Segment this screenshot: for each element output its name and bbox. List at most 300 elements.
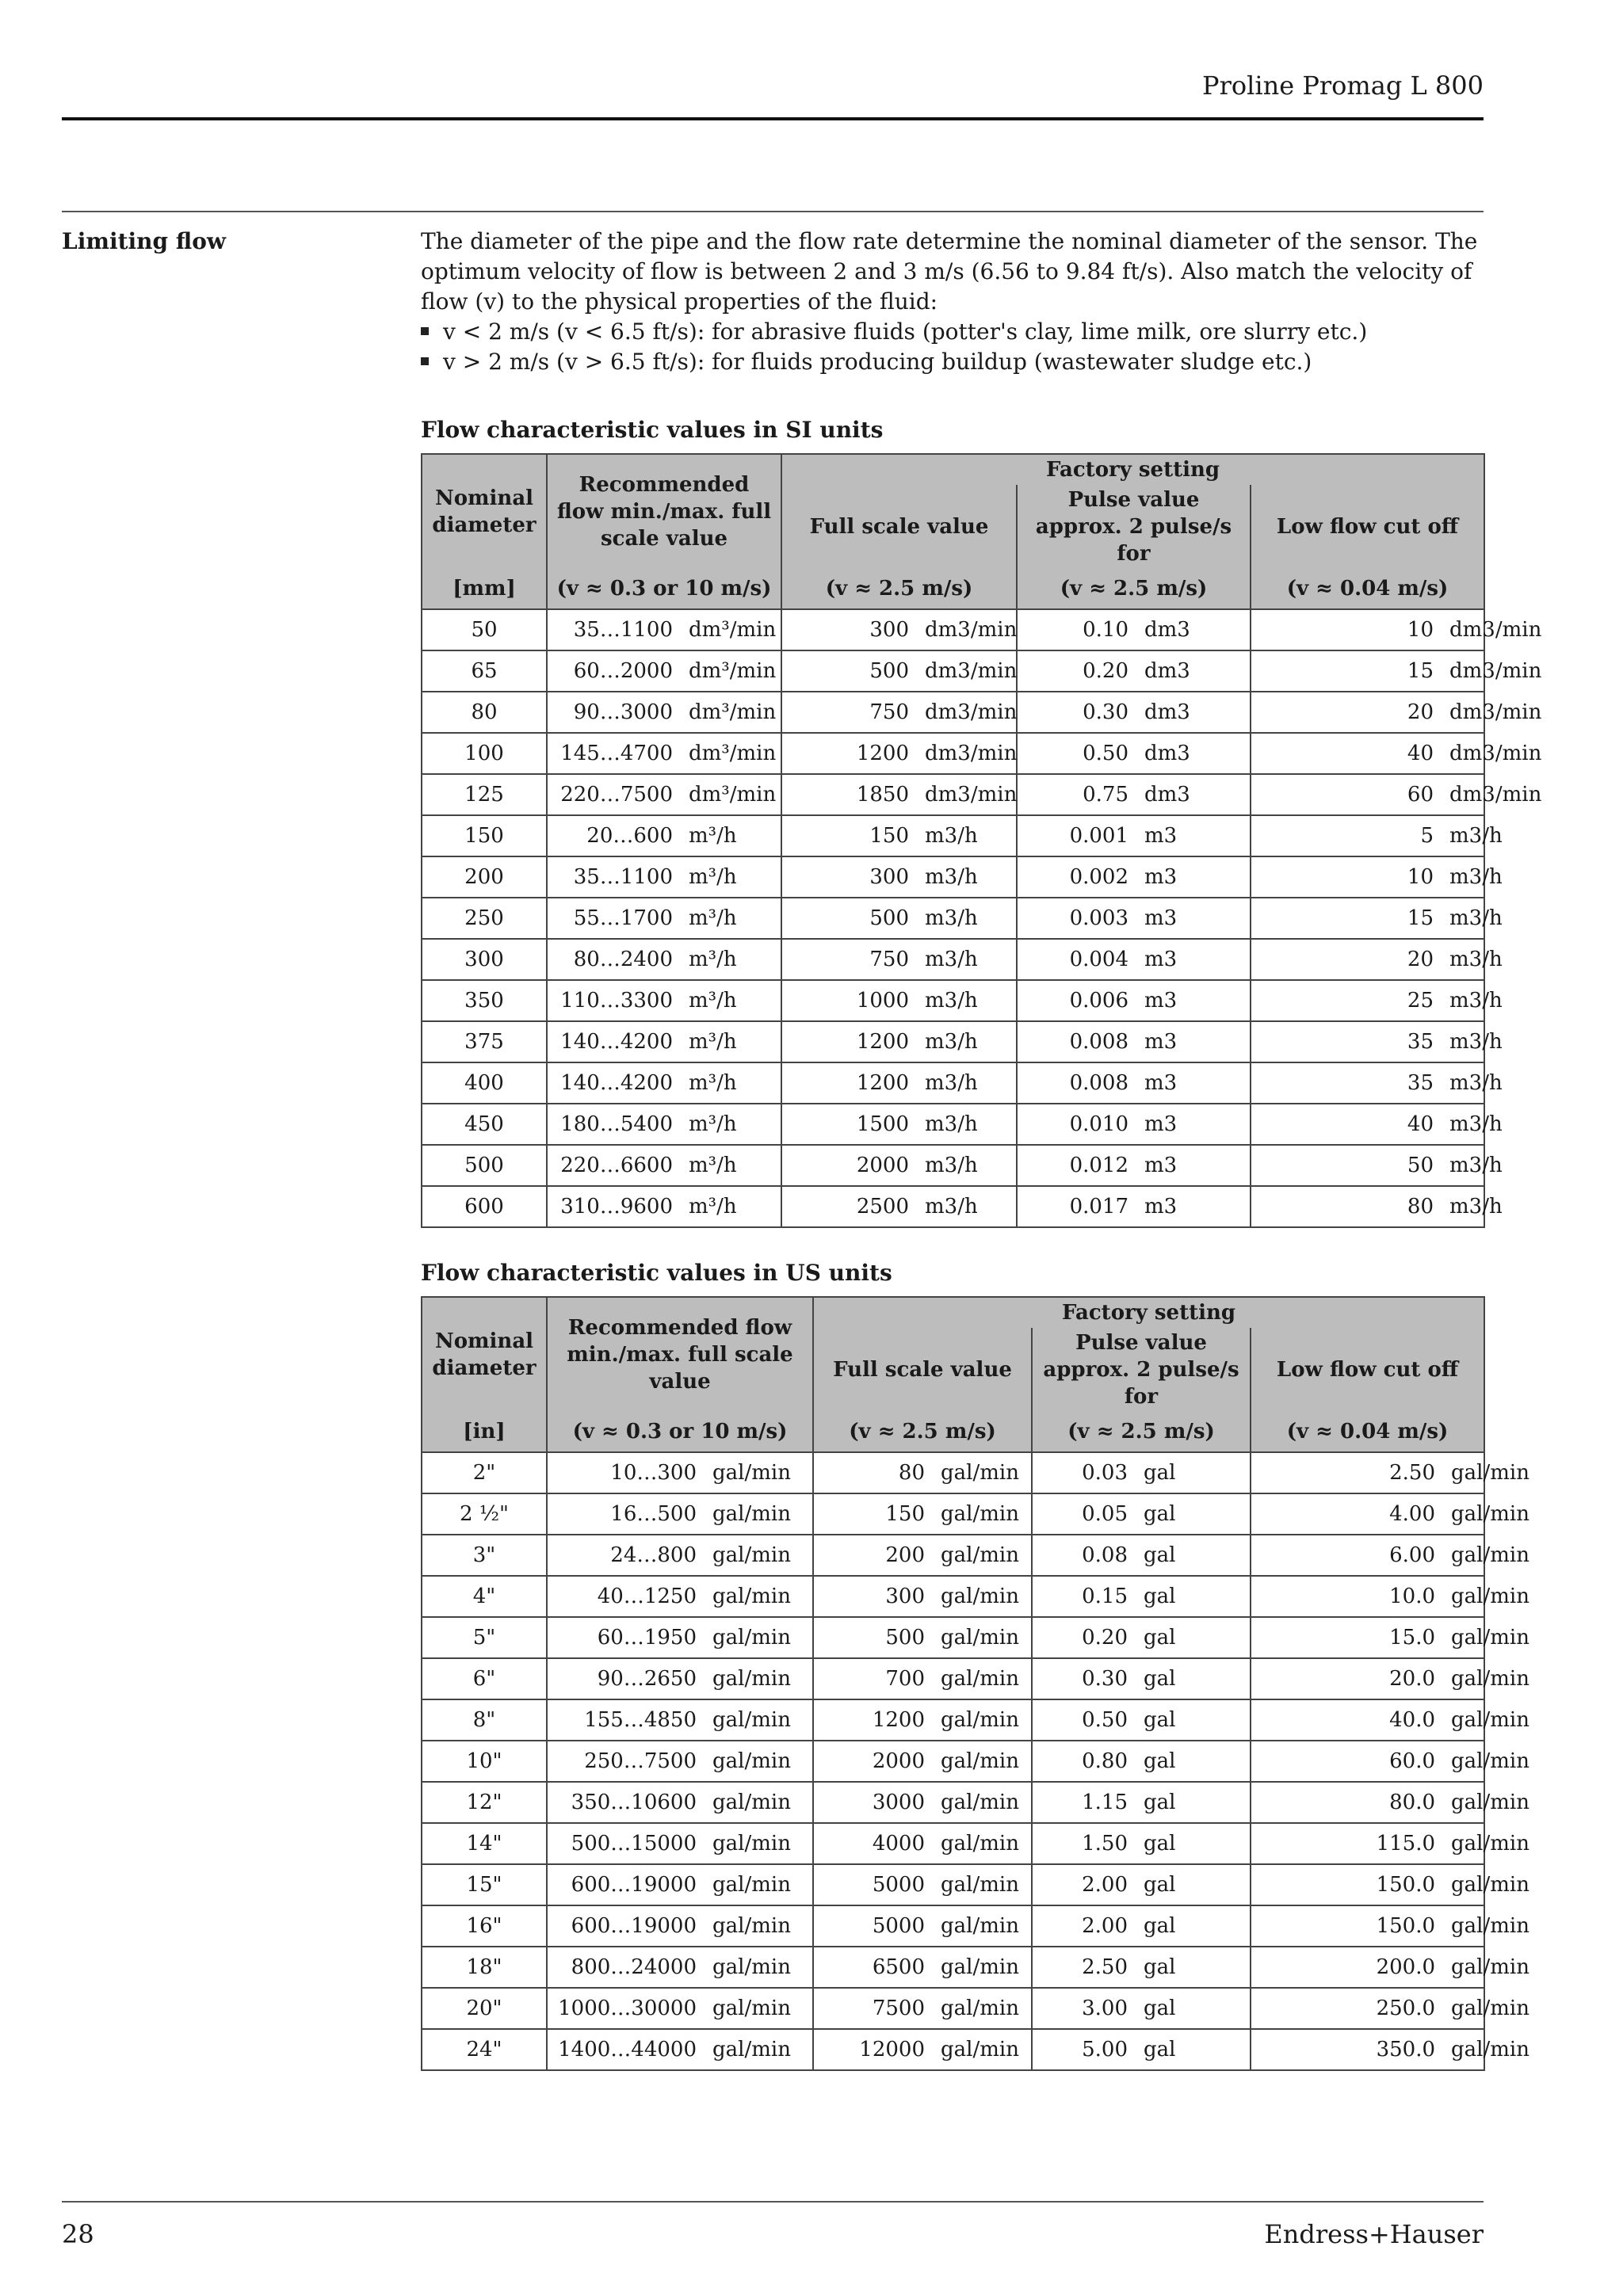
low-flow-cut-off-value: 5 [1420,824,1434,848]
nominal-diameter-cell: 14" [422,1823,547,1864]
table-row [422,1947,1484,1988]
pulse-value-value: 2.00 [1082,1914,1128,1938]
low-flow-cut-off-cell [1251,980,1503,1021]
pulse-value-unit: gal [1144,1667,1176,1691]
recommended-flow-unit: dm³/min [689,659,777,683]
bullet-list [421,317,1484,377]
pulse-value-value: 1.15 [1082,1791,1128,1814]
full-scale-unit: gal/min [941,1502,1019,1526]
full-scale-cell [781,1186,1017,1227]
pulse-value-cell [1032,1576,1251,1617]
low-flow-cut-off-value: 20 [1407,700,1434,724]
low-flow-cut-off-value: 60 [1407,783,1434,807]
recommended-flow-unit: dm³/min [689,700,777,724]
pulse-value-unit: gal [1144,1461,1176,1485]
pulse-value-cell [1017,609,1251,650]
low-flow-cut-off-unit: gal/min [1451,1708,1529,1732]
full-scale-value: 150 [869,824,909,848]
low-flow-cut-off-cell [1251,692,1542,733]
low-flow-cut-off-unit: m3/h [1449,1112,1503,1136]
recommended-flow-unit: gal/min [712,1791,791,1814]
low-flow-cut-off-cell [1251,650,1542,692]
full-scale-value: 2000 [856,1154,909,1177]
header-factory-setting: Factory setting [781,454,1484,485]
full-scale-value: 80 [898,1461,925,1485]
full-scale-unit: gal/min [941,1955,1019,1979]
brand-name: Endress+Hauser [1264,2219,1484,2249]
pulse-value-value: 0.20 [1083,659,1128,683]
intro-block [421,227,1484,377]
pulse-value-unit: gal [1144,1543,1176,1567]
unit-low-flow: (v ≈ 0.04 m/s) [1251,1412,1484,1452]
full-scale-unit: m3/h [925,948,978,971]
recommended-flow-cell [547,774,781,815]
low-flow-cut-off-cell [1251,1021,1503,1062]
pulse-value-cell [1032,1782,1251,1823]
low-flow-cut-off-value: 10 [1407,865,1434,889]
pulse-value-cell [1032,1864,1251,1905]
pulse-value-value: 0.017 [1069,1195,1128,1219]
recommended-flow-cell [547,939,781,980]
low-flow-cut-off-cell [1251,1947,1529,1988]
pulse-value-cell [1017,1186,1251,1227]
pulse-value-unit: gal [1144,1955,1176,1979]
nominal-diameter-cell: 18" [422,1947,547,1988]
pulse-value-cell [1032,1947,1251,1988]
pulse-value-value: 3.00 [1082,1997,1128,2020]
low-flow-cut-off-value: 40 [1407,742,1434,765]
pulse-value-value: 1.50 [1082,1832,1128,1855]
recommended-flow-value: 1400…44000 [558,2038,697,2061]
low-flow-cut-off-value: 50 [1407,1154,1434,1177]
pulse-value-value: 0.004 [1069,948,1128,971]
unit-recommended: (v ≈ 0.3 or 10 m/s) [547,569,781,609]
recommended-flow-unit: dm³/min [689,742,777,765]
low-flow-cut-off-value: 15 [1407,659,1434,683]
recommended-flow-value: 90…3000 [573,700,673,724]
pulse-value-cell [1017,939,1251,980]
pulse-value-unit: m3 [1144,1030,1178,1054]
full-scale-unit: gal/min [941,1626,1019,1650]
nominal-diameter-cell: 20" [422,1988,547,2029]
bullet-square-icon [421,357,429,365]
low-flow-cut-off-unit: gal/min [1451,2038,1529,2061]
header-nominal-diameter: Nominal diameter [422,454,547,569]
recommended-flow-unit: gal/min [712,1543,791,1567]
pulse-value-cell [1032,1988,1251,2029]
low-flow-cut-off-value: 35 [1407,1071,1434,1095]
recommended-flow-unit: gal/min [712,1461,791,1485]
us-flow-table [421,1296,1529,2071]
recommended-flow-cell [547,1782,813,1823]
unit-nominal: [mm] [422,569,547,609]
full-scale-cell [781,856,1017,898]
recommended-flow-cell [547,1988,813,2029]
recommended-flow-value: 220…7500 [560,783,673,807]
table-row [422,1699,1484,1741]
pulse-value-unit: m3 [1144,824,1178,848]
pulse-value-cell [1032,1535,1251,1576]
low-flow-cut-off-value: 4.00 [1389,1502,1435,1526]
recommended-flow-cell [547,1145,781,1186]
pulse-value-unit: gal [1144,2038,1176,2061]
full-scale-cell [781,774,1017,815]
full-scale-cell [813,1576,1032,1617]
pulse-value-cell [1032,1452,1251,1493]
nominal-diameter-cell: 15" [422,1864,547,1905]
recommended-flow-cell [547,1658,813,1699]
low-flow-cut-off-unit: gal/min [1451,1791,1529,1814]
recommended-flow-cell [547,1104,781,1145]
pulse-value-unit: m3 [1144,989,1178,1013]
recommended-flow-value: 220…6600 [560,1154,673,1177]
recommended-flow-value: 250…7500 [584,1749,697,1773]
full-scale-unit: m3/h [925,1030,978,1054]
low-flow-cut-off-cell [1251,1864,1529,1905]
recommended-flow-cell [547,1452,813,1493]
pulse-value-value: 0.05 [1082,1502,1128,1526]
section-divider [62,211,1484,212]
low-flow-cut-off-cell [1251,1062,1503,1104]
full-scale-cell [781,1021,1017,1062]
recommended-flow-unit: gal/min [712,1955,791,1979]
recommended-flow-cell [547,856,781,898]
low-flow-cut-off-cell [1251,1782,1529,1823]
low-flow-cut-off-unit: gal/min [1451,1585,1529,1608]
low-flow-cut-off-cell [1251,1658,1529,1699]
nominal-diameter-cell: 6" [422,1658,547,1699]
recommended-flow-value: 55…1700 [573,906,673,930]
table-row [422,774,1484,815]
pulse-value-value: 0.002 [1069,865,1128,889]
full-scale-value: 500 [869,659,909,683]
header-low-flow-cut-off: Low flow cut off [1251,1328,1484,1412]
full-scale-value: 750 [869,948,909,971]
pulse-value-unit: gal [1144,1997,1176,2020]
low-flow-cut-off-value: 200.0 [1376,1955,1435,1979]
nominal-diameter-cell: 16" [422,1905,547,1947]
nominal-diameter-cell: 350 [422,980,547,1021]
unit-pulse: (v ≈ 2.5 m/s) [1032,1412,1251,1452]
nominal-diameter-cell: 8" [422,1699,547,1741]
full-scale-unit: m3/h [925,1154,978,1177]
recommended-flow-cell [547,2029,813,2070]
full-scale-value: 1200 [872,1708,925,1732]
pulse-value-cell [1032,1823,1251,1864]
recommended-flow-unit: m³/h [689,906,737,930]
low-flow-cut-off-value: 40 [1407,1112,1434,1136]
nominal-diameter-cell: 2" [422,1452,547,1493]
full-scale-cell [813,2029,1032,2070]
low-flow-cut-off-unit: gal/min [1451,1873,1529,1897]
low-flow-cut-off-cell [1251,939,1503,980]
page-number: 28 [62,2219,94,2249]
pulse-value-unit: gal [1144,1914,1176,1938]
pulse-value-value: 0.15 [1082,1585,1128,1608]
full-scale-cell [813,1905,1032,1947]
full-scale-unit: dm3/min [925,783,1018,807]
recommended-flow-unit: gal/min [712,1708,791,1732]
recommended-flow-value: 80…2400 [573,948,673,971]
pulse-value-value: 0.30 [1083,700,1128,724]
full-scale-value: 5000 [872,1914,925,1938]
header-factory-setting: Factory setting [813,1297,1484,1328]
low-flow-cut-off-unit: m3/h [1449,1071,1503,1095]
full-scale-value: 750 [869,700,909,724]
pulse-value-unit: gal [1144,1502,1176,1526]
recommended-flow-cell [547,1617,813,1658]
low-flow-cut-off-cell [1251,1452,1529,1493]
low-flow-cut-off-unit: gal/min [1451,1832,1529,1855]
recommended-flow-unit: m³/h [689,1112,737,1136]
full-scale-cell [781,980,1017,1021]
recommended-flow-unit: gal/min [712,1502,791,1526]
nominal-diameter-cell: 50 [422,609,547,650]
unit-full-scale: (v ≈ 2.5 m/s) [813,1412,1032,1452]
recommended-flow-cell [547,980,781,1021]
full-scale-unit: m3/h [925,989,978,1013]
full-scale-value: 4000 [872,1832,925,1855]
low-flow-cut-off-value: 10.0 [1389,1585,1435,1608]
table-row [422,815,1484,856]
recommended-flow-value: 40…1250 [597,1585,697,1608]
full-scale-unit: m3/h [925,1112,978,1136]
low-flow-cut-off-cell [1251,733,1542,774]
low-flow-cut-off-value: 115.0 [1376,1832,1435,1855]
pulse-value-cell [1017,856,1251,898]
low-flow-cut-off-cell [1251,815,1503,856]
low-flow-cut-off-cell [1251,1145,1503,1186]
full-scale-cell [813,1658,1032,1699]
table-row [422,1864,1484,1905]
low-flow-cut-off-unit: gal/min [1451,1997,1529,2020]
si-table-body [422,609,1542,1227]
low-flow-cut-off-value: 35 [1407,1030,1434,1054]
nominal-diameter-cell: 100 [422,733,547,774]
recommended-flow-cell [547,1535,813,1576]
low-flow-cut-off-unit: dm3/min [1449,659,1542,683]
pulse-value-value: 0.30 [1082,1667,1128,1691]
recommended-flow-cell [547,1905,813,1947]
full-scale-value: 150 [885,1502,925,1526]
low-flow-cut-off-value: 350.0 [1376,2038,1435,2061]
full-scale-value: 500 [885,1626,925,1650]
pulse-value-cell [1032,1905,1251,1947]
full-scale-unit: dm3/min [925,618,1018,642]
low-flow-cut-off-cell [1251,1535,1529,1576]
recommended-flow-value: 1000…30000 [558,1997,697,2020]
pulse-value-value: 0.03 [1082,1461,1128,1485]
pulse-value-value: 0.006 [1069,989,1128,1013]
unit-nominal: [in] [422,1412,547,1452]
full-scale-cell [781,939,1017,980]
recommended-flow-value: 180…5400 [560,1112,673,1136]
full-scale-cell [813,1699,1032,1741]
low-flow-cut-off-unit: gal/min [1451,1543,1529,1567]
low-flow-cut-off-cell [1251,1905,1529,1947]
recommended-flow-unit: m³/h [689,948,737,971]
full-scale-cell [813,1741,1032,1782]
low-flow-cut-off-unit: m3/h [1449,989,1503,1013]
low-flow-cut-off-unit: m3/h [1449,1030,1503,1054]
full-scale-cell [813,1947,1032,1988]
nominal-diameter-cell: 80 [422,692,547,733]
pulse-value-cell [1017,650,1251,692]
nominal-diameter-cell: 65 [422,650,547,692]
si-flow-table [421,453,1542,1228]
full-scale-cell [813,1452,1032,1493]
table-row [422,898,1484,939]
low-flow-cut-off-unit: m3/h [1449,865,1503,889]
low-flow-cut-off-cell [1251,898,1503,939]
low-flow-cut-off-unit: gal/min [1451,1914,1529,1938]
table-row [422,1658,1484,1699]
recommended-flow-unit: m³/h [689,1030,737,1054]
table-row [422,1823,1484,1864]
recommended-flow-unit: m³/h [689,1154,737,1177]
pulse-value-cell [1017,898,1251,939]
full-scale-value: 6500 [872,1955,925,1979]
pulse-value-unit: gal [1144,1626,1176,1650]
nominal-diameter-cell: 150 [422,815,547,856]
nominal-diameter-cell: 600 [422,1186,547,1227]
low-flow-cut-off-cell [1251,2029,1529,2070]
full-scale-unit: gal/min [941,1997,1019,2020]
recommended-flow-value: 140…4200 [560,1030,673,1054]
low-flow-cut-off-unit: gal/min [1451,1955,1529,1979]
full-scale-value: 5000 [872,1873,925,1897]
low-flow-cut-off-unit: m3/h [1449,906,1503,930]
full-scale-unit: m3/h [925,1195,978,1219]
pulse-value-value: 0.012 [1069,1154,1128,1177]
table-row [422,1145,1484,1186]
full-scale-unit: gal/min [941,1543,1019,1567]
table-row [422,1186,1484,1227]
full-scale-value: 1200 [856,1071,909,1095]
recommended-flow-cell [547,1062,781,1104]
full-scale-value: 1200 [856,1030,909,1054]
full-scale-unit: m3/h [925,1071,978,1095]
pulse-value-value: 2.00 [1082,1873,1128,1897]
section-heading: Limiting flow [62,228,226,254]
recommended-flow-cell [547,650,781,692]
recommended-flow-unit: gal/min [712,1997,791,2020]
pulse-value-value: 0.001 [1069,824,1128,848]
low-flow-cut-off-value: 150.0 [1376,1873,1435,1897]
table-row [422,650,1484,692]
nominal-diameter-cell: 24" [422,2029,547,2070]
recommended-flow-value: 110…3300 [560,989,673,1013]
low-flow-cut-off-unit: m3/h [1449,1195,1503,1219]
pulse-value-cell [1017,1145,1251,1186]
us-table-heading: Flow characteristic values in US units [421,1260,892,1286]
full-scale-unit: m3/h [925,824,978,848]
full-scale-value: 1500 [856,1112,909,1136]
full-scale-unit: dm3/min [925,700,1018,724]
recommended-flow-unit: gal/min [712,1873,791,1897]
full-scale-cell [813,1782,1032,1823]
full-scale-cell [781,815,1017,856]
full-scale-value: 3000 [872,1791,925,1814]
pulse-value-unit: gal [1144,1585,1176,1608]
table-row [422,1782,1484,1823]
low-flow-cut-off-cell [1251,1104,1503,1145]
full-scale-value: 300 [869,618,909,642]
bullet-item [421,317,1484,347]
nominal-diameter-cell: 450 [422,1104,547,1145]
pulse-value-cell [1032,1493,1251,1535]
pulse-value-value: 0.008 [1069,1071,1128,1095]
low-flow-cut-off-unit: gal/min [1451,1626,1529,1650]
pulse-value-value: 0.50 [1083,742,1128,765]
table-row [422,733,1484,774]
pulse-value-unit: dm3 [1144,742,1190,765]
recommended-flow-cell [547,1823,813,1864]
nominal-diameter-cell: 5" [422,1617,547,1658]
pulse-value-unit: dm3 [1144,659,1190,683]
full-scale-value: 300 [869,865,909,889]
recommended-flow-cell [547,1947,813,1988]
pulse-value-value: 0.75 [1083,783,1128,807]
recommended-flow-value: 600…19000 [571,1873,697,1897]
recommended-flow-unit: m³/h [689,865,737,889]
recommended-flow-cell [547,1864,813,1905]
header-low-flow-cut-off: Low flow cut off [1251,485,1484,569]
recommended-flow-cell [547,1576,813,1617]
low-flow-cut-off-unit: dm3/min [1449,783,1542,807]
table-row [422,1104,1484,1145]
table-row [422,1062,1484,1104]
recommended-flow-value: 20…600 [586,824,673,848]
pulse-value-cell [1032,1617,1251,1658]
low-flow-cut-off-cell [1251,1741,1529,1782]
full-scale-value: 1000 [856,989,909,1013]
bullet-item [421,347,1484,377]
full-scale-cell [781,650,1017,692]
header-full-scale-value: Full scale value [781,485,1017,569]
recommended-flow-unit: gal/min [712,1626,791,1650]
low-flow-cut-off-unit: gal/min [1451,1667,1529,1691]
pulse-value-value: 2.50 [1082,1955,1128,1979]
full-scale-cell [781,733,1017,774]
full-scale-cell [781,1062,1017,1104]
pulse-value-value: 0.10 [1083,618,1128,642]
low-flow-cut-off-cell [1251,1823,1529,1864]
recommended-flow-unit: dm³/min [689,618,777,642]
low-flow-cut-off-cell [1251,774,1542,815]
recommended-flow-value: 350…10600 [571,1791,697,1814]
unit-full-scale: (v ≈ 2.5 m/s) [781,569,1017,609]
full-scale-cell [813,1493,1032,1535]
nominal-diameter-cell: 300 [422,939,547,980]
pulse-value-unit: gal [1144,1832,1176,1855]
nominal-diameter-cell: 2 ½" [422,1493,547,1535]
pulse-value-unit: gal [1144,1791,1176,1814]
pulse-value-unit: m3 [1144,865,1178,889]
low-flow-cut-off-value: 80 [1407,1195,1434,1219]
full-scale-unit: gal/min [941,1585,1019,1608]
pulse-value-value: 5.00 [1082,2038,1128,2061]
low-flow-cut-off-unit: dm3/min [1449,742,1542,765]
recommended-flow-value: 500…15000 [571,1832,697,1855]
nominal-diameter-cell: 4" [422,1576,547,1617]
full-scale-cell [781,1145,1017,1186]
pulse-value-cell [1032,1741,1251,1782]
recommended-flow-unit: gal/min [712,1914,791,1938]
nominal-diameter-cell: 200 [422,856,547,898]
pulse-value-cell [1032,2029,1251,2070]
low-flow-cut-off-cell [1251,1576,1529,1617]
